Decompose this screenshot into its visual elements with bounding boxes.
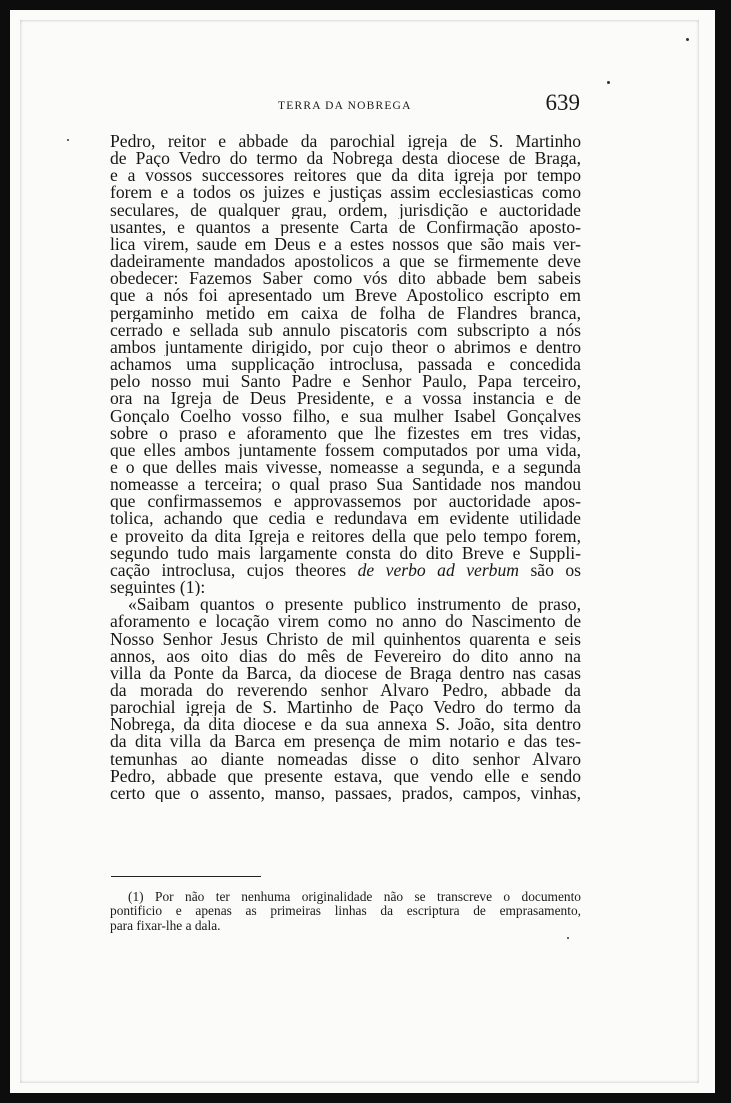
text-line-paragraph-start: «Saibam quantos o presente publico instrumento de praso, (128, 596, 581, 614)
text-line: segundo tudo mais largamente consta do dito Breve e Suppli- (110, 544, 581, 562)
text-line-with-italic (110, 562, 581, 579)
text-line: achamos uma supplicação introclusa, passada e concedida (110, 356, 581, 374)
text-line: seculares, de qualquer grau, ordem, jurisdição e auctoridade (110, 201, 581, 219)
body-text (110, 133, 581, 802)
text-line: temunhas ao diante nomeadas disse o dito senhor Alvaro (110, 750, 581, 768)
scan-speck (607, 81, 610, 84)
scan-speck (567, 937, 569, 939)
text-line: Nosso Senhor Jesus Christo de mil quinhentos quarenta e seis (110, 630, 581, 648)
text-line: aforamento e locação virem como no anno do Nascimento de (110, 613, 581, 631)
text-line: que a nós foi apresentado um Breve Apostolico escripto em (110, 287, 581, 305)
text-line: annos, aos oito dias do mês de Fevereiro do dito anno na (110, 647, 581, 665)
text-segment: cação introclusa, cujos theores (110, 561, 347, 580)
scan-speck (686, 38, 689, 41)
running-title: TERRA DA NOBREGA (278, 100, 412, 112)
text-line: lica virem, saude em Deus e a estes nossos que são mais ver- (110, 235, 581, 254)
text-line: Pedro, reitor e abbade da parochial igreja de S. Martinho (110, 133, 581, 151)
text-line: sobre o praso e aforamento que lhe fizestes em tres vidas, (110, 424, 581, 442)
text-line: tolica, achando que cedia e redundava em evidente utilidade (110, 510, 581, 528)
text-line: pelo nosso mui Santo Padre e Senhor Paulo, Papa terceiro, (110, 373, 581, 391)
text-line: da dita villa da Barca em presença de mim notario e das tes- (110, 733, 581, 751)
footnote-line: pontificio e apenas as primeiras linhas da escriptura de emprasamento, (110, 904, 581, 919)
scan-speck (67, 139, 69, 141)
text-line: ambos juntamente dirigido, por cujo theor o abrimos e dentro (110, 338, 581, 357)
text-line: obedecer: Fazemos Saber como vós dito abbade bem sabeis (110, 270, 581, 288)
text-line: ora na Igreja de Deus Presidente, e a vossa instancia e de (110, 390, 581, 408)
text-line: parochial igreja de S. Martinho de Paço Vedro do termo da (110, 699, 581, 717)
text-line: e a vossos successores reitores que da dita igreja por tempo (110, 167, 581, 185)
text-line: que confirmassemos e approvassemos por auctoridade apos- (110, 493, 581, 511)
page-number: 639 (545, 90, 580, 115)
footnote (110, 890, 581, 933)
text-line: e o que delles mais vivesse, nomeasse a segunda, e a segunda (110, 458, 581, 477)
text-line: usantes, e quantos a presente Carta de Confirmação aposto- (110, 218, 581, 236)
text-line: e proveito da dita Igreja e reitores della que pelo tempo forem, (110, 527, 581, 545)
text-line: forem e a todos os juizes e justiças assim ecclesiasticas como (110, 184, 581, 202)
footnote-rule (111, 876, 261, 877)
text-line: nomeasse a terceira; o qual praso Sua Santidade nos mandou (110, 476, 581, 494)
footnote-line: para fixar-lhe a dala. (110, 918, 221, 933)
text-line: de Paço Vedro do termo da Nobrega desta diocese de Braga, (110, 150, 581, 168)
text-line: da morada do reverendo senhor Alvaro Pedro, abbade da (110, 682, 581, 700)
text-line: Nobrega, da dita diocese e da sua annexa S. João, sita dentro (110, 716, 581, 734)
text-line: cerrado e sellada sub annulo piscatoris com subscripto a nós (110, 321, 581, 339)
text-line: que elles ambos juntamente fossem computados por uma vida, (110, 441, 581, 459)
text-line: certo que o assento, manso, passaes, prados, campos, vinhas, (110, 784, 581, 803)
text-line: villa da Ponte da Barca, da diocese de Braga dentro nas casas (110, 664, 581, 682)
text-line: seguintes (1): (110, 579, 206, 597)
text-line: pergaminho metido em caixa de folha de Flandres branca, (110, 304, 581, 322)
footnote-line: (1) Por não ter nenhuma originalidade não se transcreve o documento (128, 890, 581, 904)
running-head (110, 92, 580, 120)
text-line: Gonçalo Coelho vosso filho, e sua mulher Isabel Gonçalves (110, 407, 581, 425)
text-line: Pedro, abbade que presente estava, que vendo elle e sendo (110, 767, 581, 785)
text-line: dadeiramente mandados apostolicos a que se firmemente deve (110, 253, 581, 271)
text-segment: são os (530, 561, 581, 580)
italic-latin-phrase: de verbo ad verbum (357, 561, 519, 580)
